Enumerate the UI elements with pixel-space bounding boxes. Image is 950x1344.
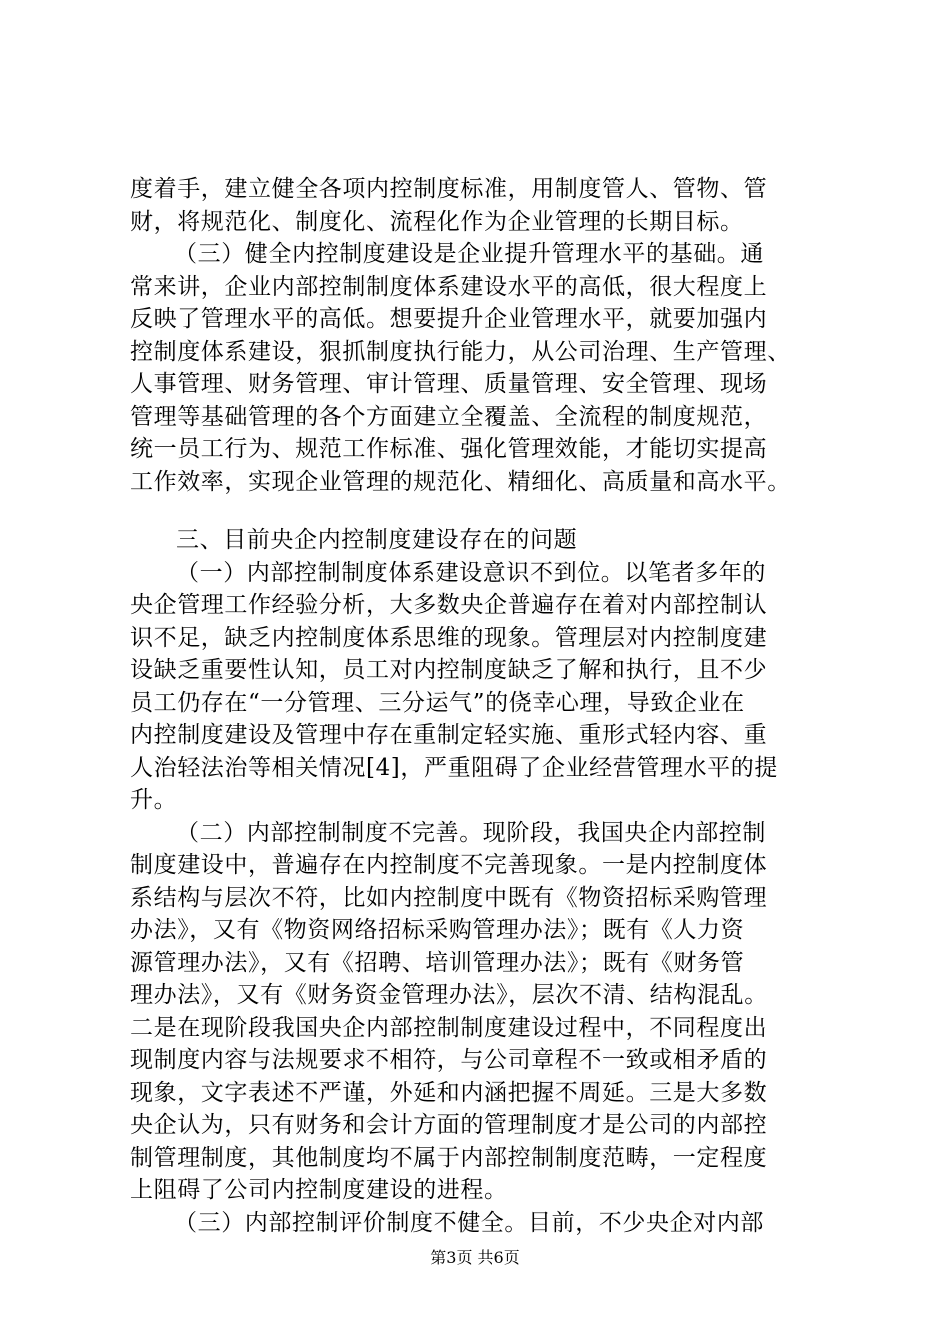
text-line: 工作效率，实现企业管理的规范化、精细化、高质量和高水平。	[130, 468, 791, 495]
paragraph-first-line: （二）内部控制制度不完善。现阶段，我国央企内部控制	[176, 819, 766, 846]
text-line: 反映了管理水平的高低。想要提升企业管理水平，就要加强内	[130, 306, 768, 332]
page-footer	[0, 1248, 950, 1268]
text-line: 系结构与层次不符，比如内控制度中既有《物资招标采购管理	[130, 884, 768, 911]
text-line: 源管理办法》，又有《招聘、培训管理办法》；既有《财务管	[130, 949, 745, 976]
paragraph-first-line: （一）内部控制制度体系建设意识不到位。以笔者多年的	[176, 559, 766, 586]
text-line: 识不足，缺乏内控制度体系思维的现象。管理层对内控制度建	[130, 624, 768, 651]
text-line: 统一员工行为、规范工作标准、强化管理效能，才能切实提高	[130, 436, 768, 462]
section-gap	[130, 498, 855, 524]
paragraph-first-line: （三）内部控制评价制度不健全。目前，不少央企对内部	[174, 1209, 764, 1236]
text-line: 现象，文字表述不严谨，外延和内涵把握不周延。三是大多数	[130, 1079, 768, 1106]
text-line: 现制度内容与法规要求不相符，与公司章程不一致或相矛盾的	[130, 1047, 768, 1073]
text-line: 制管理制度，其他制度均不属于内部控制制度范畴，一定程度	[130, 1144, 768, 1171]
text-line: 二是在现阶段我国央企内部控制制度建设过程中，不同程度出	[130, 1014, 768, 1041]
text-line: 度着手，建立健全各项内控制度标准，用制度管人、管物、管	[130, 176, 768, 202]
text-line: 常来讲，企业内部控制制度体系建设水平的高低，很大程度上	[130, 273, 768, 300]
text-line: 设缺乏重要性认知，员工对内控制度缺乏了解和执行，且不少	[130, 657, 768, 683]
section-heading: 三、目前央企内控制度建设存在的问题	[176, 527, 578, 553]
text-line: 财，将规范化、制度化、流程化作为企业管理的长期目标。	[130, 208, 744, 235]
text-line: 理办法》，又有《财务资金管理办法》，层次不清、结构混乱。	[130, 982, 768, 1008]
text-line: 升。	[130, 787, 178, 813]
text-line: 央企认为，只有财务和会计方面的管理制度才是公司的内部控	[130, 1112, 768, 1138]
text-line: 员工仍存在“一分管理、三分运气”的侥幸心理，导致企业在	[130, 689, 745, 716]
body-text	[130, 173, 855, 1239]
text-line: 人事管理、财务管理、审计管理、质量管理、安全管理、现场	[130, 371, 768, 397]
text-line: 制度建设中，普遍存在内控制度不完善现象。一是内控制度体	[130, 852, 768, 878]
page-number: 第3页 共6页	[430, 1248, 520, 1267]
text-line: 央企管理工作经验分析，大多数央企普遍存在着对内部控制认	[130, 592, 768, 618]
text-line: 办法》，又有《物资网络招标采购管理办法》；既有《人力资	[130, 917, 745, 943]
text-line: 上阻碍了公司内控制度建设的进程。	[130, 1177, 508, 1203]
text-line: 内控制度建设及管理中存在重制定轻实施、重形式轻内容、重	[130, 722, 768, 748]
text-line: 人治轻法治等相关情况[4]，严重阻碍了企业经营管理水平的提	[130, 754, 778, 781]
text-line: 管理等基础管理的各个方面建立全覆盖、全流程的制度规范，	[130, 403, 768, 430]
text-line: 控制度体系建设，狠抓制度执行能力，从公司治理、生产管理、	[130, 338, 791, 365]
paragraph-first-line: （三）健全内控制度建设是企业提升管理水平的基础。通	[174, 241, 764, 267]
